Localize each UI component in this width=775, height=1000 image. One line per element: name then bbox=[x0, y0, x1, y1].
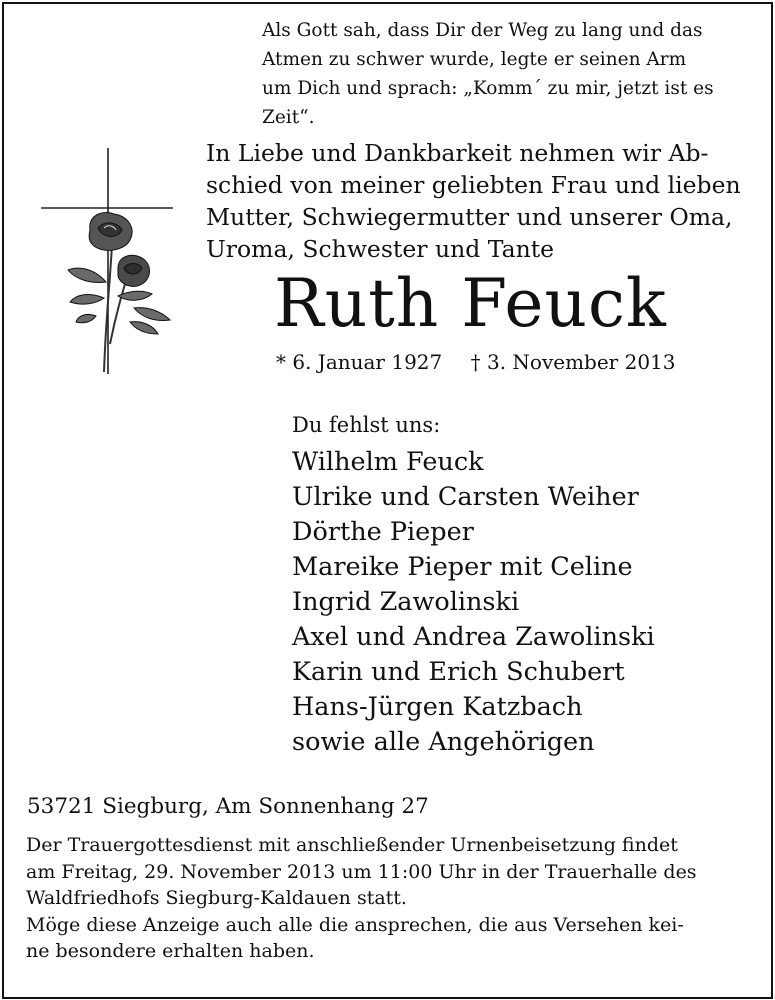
intro-text bbox=[206, 137, 746, 265]
poem bbox=[262, 16, 732, 132]
mourners-lead: Du fehlst uns: bbox=[292, 413, 441, 437]
poem-line: Zeit“. bbox=[262, 107, 315, 128]
service-line: ne besondere erhalten haben. bbox=[26, 940, 315, 962]
deceased-name: Ruth Feuck bbox=[274, 265, 667, 342]
intro-line: In Liebe und Dankbarkeit nehmen wir Ab- bbox=[206, 139, 709, 167]
obituary-notice bbox=[2, 2, 773, 999]
mourner-name: Mareike Pieper mit Celine bbox=[292, 552, 633, 582]
death-date: † 3. November 2013 bbox=[470, 350, 676, 374]
service-line: Der Trauergottesdienst mit anschließender Urnenbeisetzung findet bbox=[26, 834, 678, 856]
mourners-list bbox=[292, 410, 655, 760]
intro-line: Mutter, Schwiegermutter und unserer Oma, bbox=[206, 203, 733, 231]
life-dates bbox=[276, 347, 676, 377]
family-address: 53721 Siegburg, Am Sonnenhang 27 bbox=[27, 794, 429, 819]
cross-with-roses-icon bbox=[38, 144, 178, 376]
mourner-name: Dörthe Pieper bbox=[292, 517, 474, 547]
mourner-name: Ingrid Zawolinski bbox=[292, 587, 520, 617]
service-line: Möge diese Anzeige auch alle die ansprechen, die aus Versehen kei- bbox=[26, 913, 684, 936]
service-notice bbox=[26, 832, 764, 965]
poem-line: Als Gott sah, dass Dir der Weg zu lang und das bbox=[262, 20, 703, 41]
mourner-name: Ulrike und Carsten Weiher bbox=[292, 482, 639, 512]
mourner-name: Karin und Erich Schubert bbox=[292, 657, 625, 687]
mourner-name: sowie alle Angehörigen bbox=[292, 727, 595, 757]
intro-line: schied von meiner geliebten Frau und lieben bbox=[206, 171, 741, 199]
service-line: Waldfriedhofs Siegburg-Kaldauen statt. bbox=[26, 887, 407, 909]
poem-line: um Dich und sprach: „Komm´ zu mir, jetzt ist es bbox=[262, 78, 714, 99]
mourner-name: Axel und Andrea Zawolinski bbox=[292, 622, 655, 652]
birth-date: * 6. Januar 1927 bbox=[276, 350, 443, 374]
service-line: am Freitag, 29. November 2013 um 11:00 Uhr in der Trauerhalle des bbox=[26, 860, 697, 883]
poem-line: Atmen zu schwer wurde, legte er seinen Arm bbox=[262, 49, 687, 70]
mourner-name: Wilhelm Feuck bbox=[292, 447, 484, 477]
intro-line: Uroma, Schwester und Tante bbox=[206, 235, 555, 263]
mourner-name: Hans-Jürgen Katzbach bbox=[292, 692, 583, 722]
